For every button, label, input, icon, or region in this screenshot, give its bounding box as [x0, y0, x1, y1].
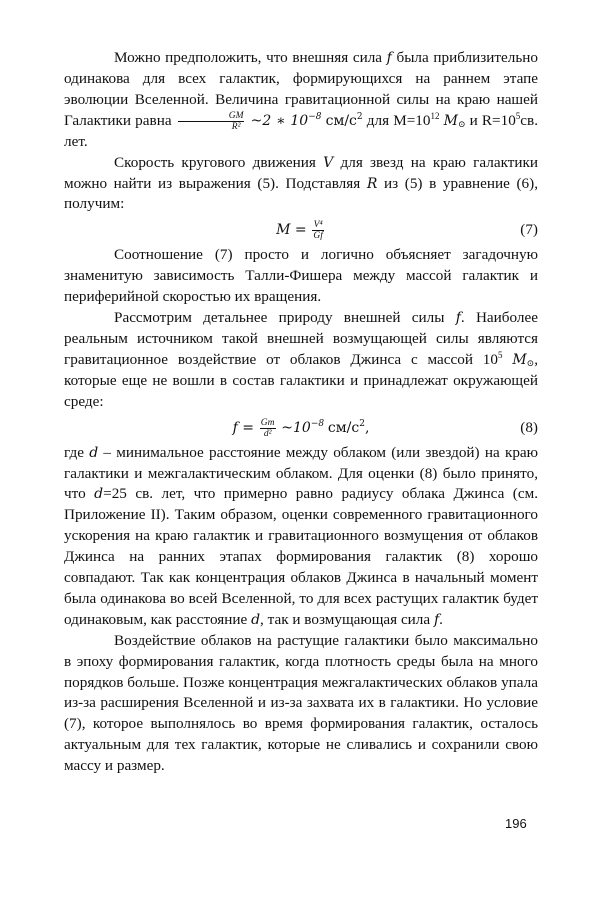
body-text — [64, 48, 538, 777]
text-run: где — [64, 443, 84, 461]
paragraph-2 — [64, 153, 538, 216]
paragraph-6: Воздействие облаков на растущие галактики было максимально в эпоху формирования галактик, когда плотность среды была на много порядков больше. Позже концентрация межгалактических облаков упала из-за расширения Вселенной и из-за захвата их в галактики. Но условие (7), которое выполнялось во время формирования галактик, осталось актуальным для тех галактик, которые не сливались и сохранили свою массу и размер. — [64, 631, 538, 775]
equation-lhs: M = — [276, 222, 307, 239]
equation-number: (8) — [520, 418, 538, 436]
fraction-numerator: Gm — [260, 417, 275, 428]
paragraph-5 — [64, 443, 538, 631]
text-run: , которые еще не вошли в состав галактики и принадлежат окружающей среде: — [64, 350, 539, 410]
math-text: ~2 ∗ 10 — [250, 112, 309, 129]
equation-number: (7) — [520, 221, 538, 239]
fraction — [312, 220, 324, 241]
math-symbol: M — [443, 112, 458, 129]
fraction — [260, 418, 276, 439]
exponent: 12 — [430, 110, 440, 121]
math-symbol: M — [512, 351, 527, 368]
paragraph-1 — [64, 48, 538, 153]
text-run: Можно предположить, что внешняя сила — [114, 49, 383, 66]
equation-lhs: f = — [232, 419, 254, 436]
exponent: −8 — [308, 111, 322, 122]
math-symbol: f — [455, 310, 461, 327]
exponent: 5 — [498, 349, 503, 360]
fraction-numerator: GM — [178, 111, 245, 122]
equation-7 — [64, 217, 538, 243]
math-symbol: d — [251, 611, 261, 628]
text-run: Рассмотрим детальнее природу внешней силы — [114, 309, 445, 327]
math-symbol: V — [323, 154, 334, 171]
page-number: 196 — [505, 816, 527, 831]
math-symbol: d — [94, 486, 104, 503]
text-run: – минимальное расстояние между облаком (или звездой) на краю галактики и межгалактическим облаком. Для оценки (8) было принято, что — [64, 443, 539, 503]
exponent: 5 — [515, 110, 521, 121]
subscript: ⊙ — [457, 118, 466, 129]
unit-text: см/с — [325, 112, 357, 129]
text-run: . Наиболее реальным источником такой внешней возмущающей силы являются гравитационное воздействие от облаков Джинса с массой 10 — [64, 309, 538, 368]
fraction — [178, 111, 245, 132]
math-expression — [281, 420, 324, 436]
text-run: св. лет. — [64, 111, 539, 150]
math-symbol: R — [366, 175, 378, 192]
math-symbol: f — [433, 611, 440, 628]
math-symbol: f — [386, 50, 392, 66]
punctuation: , — [364, 419, 370, 436]
unit — [326, 113, 363, 129]
text-run: , так и возмущающая сила — [260, 610, 431, 628]
equation-8 — [64, 415, 538, 441]
unit — [328, 420, 369, 436]
unit-text: см/с — [327, 419, 360, 436]
exponent: 2 — [359, 418, 365, 429]
text-run: Скорость кругового движения — [114, 153, 316, 171]
text-run: была приблизительно одинакова для всех галактик, формирующихся на раннем этапе эволюции Вселенной. Величина гравитационной силы на краю нашей Галактики равна — [64, 49, 538, 129]
text-run: для звезд на краю галактики можно найти из выражения (5). Подставляя — [64, 153, 539, 192]
math-symbol: d — [89, 444, 99, 461]
fraction-numerator: V⁴ — [313, 220, 323, 231]
math-expression — [251, 113, 322, 129]
fraction-denominator: d² — [263, 428, 272, 439]
paragraph-4 — [64, 308, 538, 413]
text-run: из (5) в уравнение (6), получим: — [64, 174, 538, 213]
math-text: ~10 — [281, 419, 311, 436]
subscript: ⊙ — [526, 357, 535, 368]
text-run: и R=10 — [469, 111, 516, 129]
text-run: для М=10 — [366, 111, 431, 129]
text-run: =25 св. лет, что примерно равно радиусу облака Джинса (см. Приложение II). Таким образом, оценки современного гравитационного ускорения на краю галактик и гравитационного возмущения от облаков Джинса на ранних этапах формирования галактик (8) хорошо совпадают. Так как концентрация облаков Джинса в начальный момент была одинакова во всей Вселенной, то для всех растущих галактик будет одинаковым, как расстояние — [64, 485, 538, 628]
fraction-denominator: Gf — [313, 231, 323, 242]
paragraph-3: Соотношение (7) просто и логично объясняет загадочную знаменитую зависимость Талли-Фишера между массой галактик и периферийной скоростью их вращения. — [64, 246, 538, 306]
fraction-denominator: R² — [231, 121, 241, 132]
punctuation: . — [439, 610, 443, 628]
exponent: 2 — [356, 111, 363, 122]
exponent: −8 — [310, 418, 325, 429]
